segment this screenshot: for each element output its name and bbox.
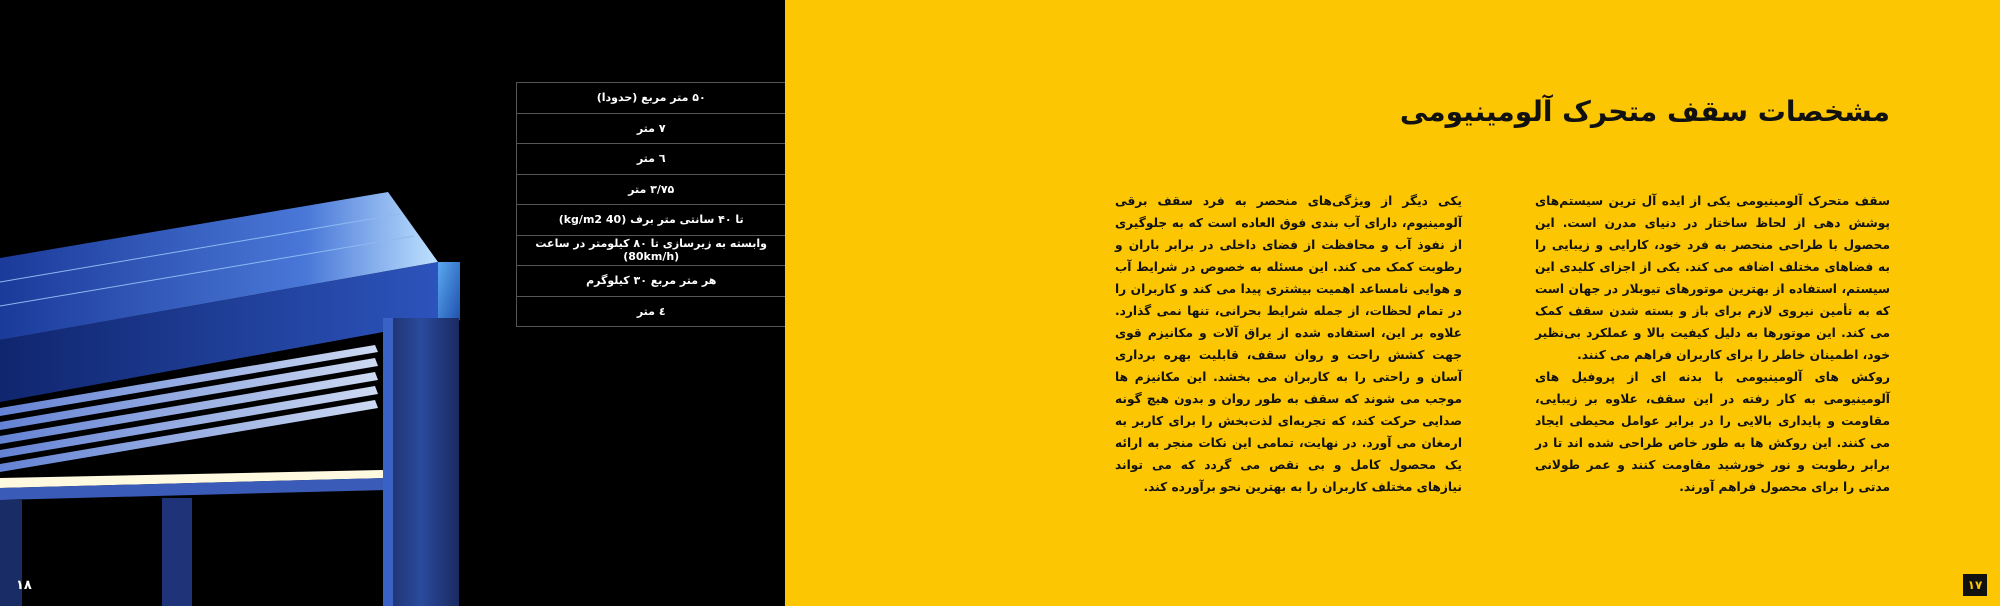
spec-value: ۳/۷۵ متر — [517, 174, 786, 205]
page-number-right: ۱۷ — [1963, 574, 1987, 596]
spec-value: ۷ متر — [517, 113, 786, 144]
page-title: مشخصات سقف متحرک آلومینیومی — [1399, 95, 1890, 128]
spec-value: ۵۰ متر مربع (حدودا) — [517, 83, 786, 114]
left-page — [0, 0, 785, 606]
paragraph: روکش های آلومینیومی با بدنه ای از پروفیل های آلومینیومی به کار رفته در این سقف، علاوه بر زیبایی، مقاومت و پایداری بالایی را در برابر عوامل محیطی ایجاد می کنند. این روکش ها به طور خاص طراحی شده اند تا در برابر رطوبت و نور خورشید مقاومت کنند و عمر طولانی مدتی را برای محصول فراهم آورند. — [1535, 370, 1890, 494]
text-column-left — [1115, 190, 1462, 498]
spec-value: ٤ متر — [517, 296, 786, 327]
spec-value: وابسته به زیرسازی تا ۸۰ کیلومتر در ساعت (80km/h) — [517, 235, 786, 266]
spec-value: تا ۴۰ سانتی متر برف (40 kg/m2) — [517, 205, 786, 236]
paragraph: یکی دیگر از ویژگی‌های منحصر به فرد سقف برقی آلومینیوم، دارای آب بندی فوق العاده است که به جلوگیری از نفوذ آب و محافظت از فضای داخلی در برابر باران و رطوبت کمک می کند. این مسئله به خصوص در شرایط آب و هوایی نامساعد اهمیت بیشتری پیدا می کند و کاربران را در تمام لحظات، از جمله شرایط بحرانی، تنها نمی گذارد. علاوه بر این، استفاده شده از یراق آلات و مکانیزم قوی جهت کشش راحت و روان سقف، قابلیت بهره برداری آسان و راحتی را به کاربران می بخشد. این مکانیزم ها موجب می شوند که سقف به طور روان و بدون هیچ گونه صدایی حرکت کند، که تجربه‌ای لذت‌بخش را برای کاربر به ارمغان می آورد. در نهایت، تمامی این نکات منجر به ارائه یک محصول کامل و بی نقص می گردد که می تواند نیازهای مختلف کاربران را به بهترین نحو برآورده کند. — [1115, 194, 1462, 494]
paragraph: سقف متحرک آلومینیومی یکی از ایده آل ترین سیستم‌های پوشش دهی از لحاظ ساختار در دنیای مدرن است. این محصول با طراحی منحصر به فرد خود، کارایی و زیبایی را به فضاهای مختلف اضافه می کند. یکی از اجزای کلیدی این سیستم، استفاده از بهترین موتورهای تیوبلار در جهان است که به تأمین نیروی لازم برای باز و بسته شدن سقف کمک می کند. این موتورها به دلیل کیفیت بالا و عملکرد بی‌نظیر خود، اطمینان خاطر را برای کاربران فراهم می کنند. — [1535, 194, 1890, 362]
page-number-left: ۱۸ — [16, 578, 32, 593]
spec-value: ٦ متر — [517, 144, 786, 175]
text-column-right — [1535, 190, 1890, 498]
spec-value: هر متر مربع ۳۰ کیلوگرم — [517, 266, 786, 297]
